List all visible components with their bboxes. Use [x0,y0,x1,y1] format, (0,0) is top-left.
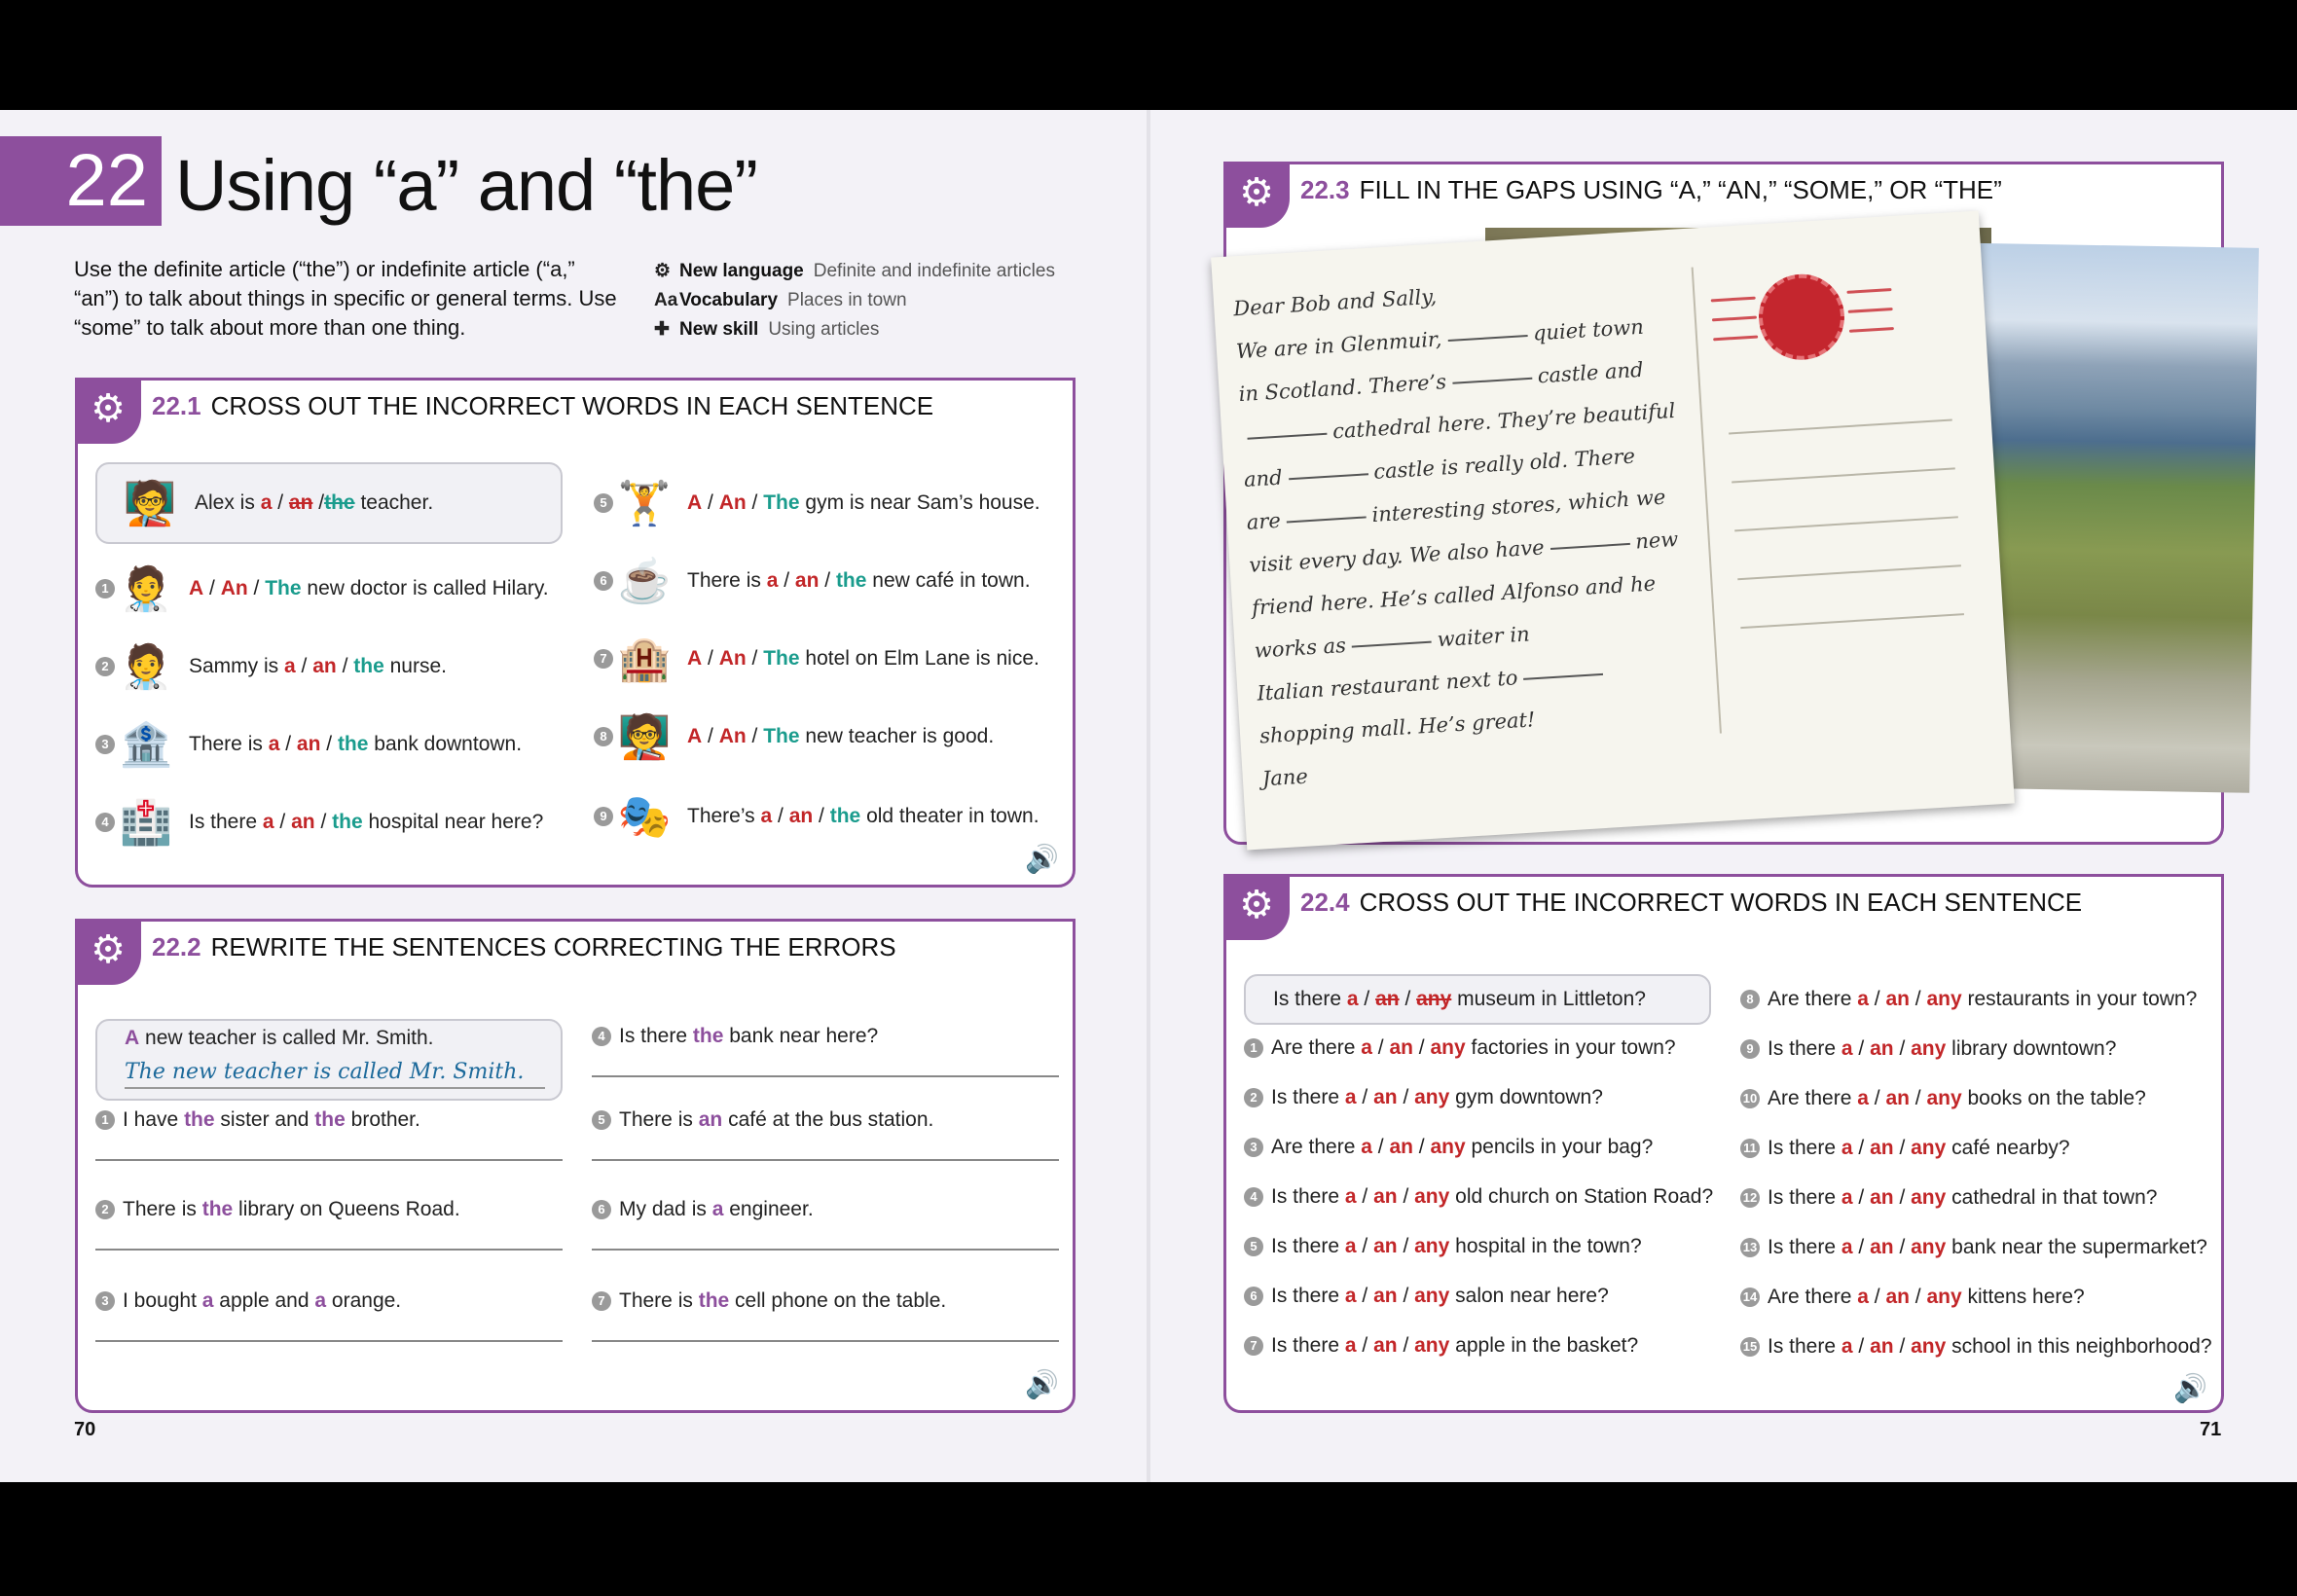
place-icon: 🏨 [617,635,672,683]
postcard-line: Dear Bob and Sally, [1232,284,1438,321]
exercise-item: 12 Is there a / an / any cathedral in that town? [1740,1179,2157,1217]
place-icon: 🧑‍⚕️ [119,643,173,691]
exercise-item: 2 Is there a / an / any gym downtown? [1244,1078,1603,1117]
page-number-left: 70 [74,1419,96,1440]
postcard [1211,210,2015,850]
gap-blank[interactable] [1523,672,1603,679]
exercise-item: 9 🎭 There’s a / an / the old theater in town. [594,781,1039,852]
answer-line[interactable] [592,1075,1059,1077]
postcard-line: Jane [1261,764,1309,791]
exercise-item: 14 Are there a / an / any kittens here? [1740,1278,2085,1317]
answer-line[interactable] [592,1340,1059,1342]
answer-line[interactable] [95,1159,563,1161]
gap-blank[interactable] [1352,640,1432,647]
rewrite-item: 4 Is there the bank near here? [592,1019,878,1054]
exercise-item: 1 Are there a / an / any factories in your town? [1244,1029,1676,1068]
exercise-item: 8 Are there a / an / any restaurants in your town? [1740,980,2197,1019]
exercise-item: 13 Is there a / an / any bank near the supermarket? [1740,1228,2207,1267]
answer-line[interactable] [592,1159,1059,1161]
place-icon: 🏋 [617,480,672,527]
postcard-line: visit every day. We also have new [1248,526,1679,577]
chapter-number: 22 [0,136,162,226]
example-answer: The new teacher is called Mr. Smith. [125,1059,525,1084]
lesson-meta: ⚙ New language Definite and indefinite articles Aa Vocabulary Places in town ✚ New skill Using articles [654,257,1055,345]
example-sentence: 🧑‍🏫 Alex is a / an / the teacher. [119,468,433,538]
postcard-line: in Scotland. There’s castle and [1238,357,1645,407]
gear-icon: ⚙ [1223,874,1290,940]
place-icon: 🏦 [119,721,173,769]
postcard-line: Italian restaurant next to [1257,661,1610,706]
rewrite-item: 2 There is the library on Queens Road. [95,1192,460,1227]
exercise-item: 6 ☕ There is a / an / the new café in town. [594,546,1031,616]
exercise-item: 3 Are there a / an / any pencils in your bag? [1244,1128,1653,1167]
gap-blank[interactable] [1452,377,1532,383]
exercise-item: 4 Is there a / an / any old church on Station Road? [1244,1178,1713,1216]
postcard-line: friend here. He’s called Alfonso and he [1251,571,1657,620]
exercise-item: 2 🧑‍⚕️ Sammy is a / an / the nurse. [95,632,447,702]
rewrite-item: 3 I bought a apple and a orange. [95,1284,401,1319]
place-icon: 🎭 [617,793,672,841]
postcard-line: are interesting stores, which we [1246,485,1666,534]
exercise-item: 7 Is there a / an / any apple in the basket? [1244,1326,1638,1365]
text-icon: Aa [654,290,678,310]
gap-blank[interactable] [1550,542,1629,549]
intro-text: Use the definite article (“the”) or indefinite article (“a,” “an”) to talk about things in specific or general terms. Use “some” to talk about more than one thing. [74,257,617,340]
rewrite-item: 6 My dad is a engineer. [592,1192,814,1227]
gear-icon: ⚙ [75,919,141,985]
gear-icon: ⚙ [1223,162,1290,228]
example-sentence: Is there a / an / any museum in Littleton? [1273,988,1646,1010]
exercise-22-1: ⚙ 22.1 CROSS OUT THE INCORRECT WORDS IN EACH SENTENCE 🧑‍🏫 Alex is a / an / the teacher. 🔊 1 🧑‍⚕️ A / An / The new doctor is called Hilary. 2 🧑‍⚕️ Sammy is a / an / the nurse. 3 🏦 There is a / an / the bank downtown. 4 🏥 Is there a / an / the hospital near here? 5 🏋 A / An / The gym is near Sam’s house. 6 ☕ There is a / an / the new café in town. 7 🏨 A / An / The hotel on Elm Lane is nice. 8 🧑‍🏫 A / An / The new teacher is good. 9 🎭 There’s a / an / the old theater in town. [75,378,1076,888]
exercise-22-2: ⚙ 22.2 REWRITE THE SENTENCES CORRECTING THE ERRORS A new teacher is called Mr. Smith. The new teacher is called Mr. Smith. 🔊 1 I have the sister and the brother. 2 There is the library on Queens Road. 3 I bought a apple and a orange. 4 Is there the bank near here? 5 There is an café at the bus station. 6 My dad is a engineer. 7 There is the cell phone on the table. [75,919,1076,1413]
answer-line[interactable] [95,1340,563,1342]
postcard-line: and castle is really old. There [1243,444,1636,492]
rewrite-item: 1 I have the sister and the brother. [95,1103,420,1138]
exercise-item: 1 🧑‍⚕️ A / An / The new doctor is called Hilary. [95,554,549,624]
audio-icon[interactable]: 🔊 [1025,844,1059,874]
place-icon: ☕ [617,558,672,605]
place-icon: 🧑‍⚕️ [119,565,173,613]
exercise-22-3: ⚙ 22.3 FILL IN THE GAPS USING “A,” “AN,” “SOME,” OR “THE” [1223,162,2224,845]
gap-blank[interactable] [1289,473,1368,480]
exercise-item: 3 🏦 There is a / an / the bank downtown. [95,709,522,780]
exercise-item: 8 🧑‍🏫 A / An / The new teacher is good. [594,702,994,772]
postcard-line: works as waiter in [1254,622,1531,663]
answer-line[interactable] [95,1249,563,1251]
exercise-item: 5 Is there a / an / any hospital in the town? [1244,1227,1642,1266]
exercise-item: 9 Is there a / an / any library downtown? [1740,1030,2116,1069]
answer-line[interactable] [592,1249,1059,1251]
gear-icon: ⚙ [75,378,141,444]
audio-icon[interactable]: 🔊 [1025,1369,1059,1399]
postcard-line: shopping mall. He’s great! [1258,707,1537,748]
rewrite-item: 5 There is an café at the bus station. [592,1103,933,1138]
exercise-item: 4 🏥 Is there a / an / the hospital near here? [95,787,543,857]
puzzle-icon: ✚ [654,319,670,340]
teacher-icon: 🧑‍🏫 [123,480,177,527]
gear-icon: ⚙ [654,261,672,281]
exercise-item: 11 Is there a / an / any café nearby? [1740,1129,2070,1168]
page-title: Using “a” and “the” [175,145,757,226]
exercise-item: 7 🏨 A / An / The hotel on Elm Lane is nice. [594,624,1039,694]
gap-blank[interactable] [1287,516,1367,523]
exercise-item: 15 Is there a / an / any school in this neighborhood? [1740,1327,2212,1366]
page-number-right: 71 [2200,1419,2222,1440]
rewrite-item: 7 There is the cell phone on the table. [592,1284,946,1319]
exercise-22-4: ⚙ 22.4 CROSS OUT THE INCORRECT WORDS IN EACH SENTENCE Is there a / an / any museum in Littleton? 🔊 1 Are there a / an / any factories in your town? 2 Is there a / an / any gym downtown? 3 Are there a / an / any pencils in your bag? 4 Is there a / an / any old church on Station Road? 5 Is there a / an / any hospital in the town? 6 Is there a / an / any salon near here? 7 Is there a / an / any apple in the basket? 8 Are there a / an / any restaurants in your town? 9 Is there a / an / any library downtown? 10 Are there a / an / any books on the table? 11 Is there a / an / any café nearby? 12 Is there a / an / any cathedral in that town? 13 Is there a / an / any bank near the supermarket? 14 Are there a / an / any kittens here? 15 Is there a / an / any school in this neighborhood? [1223,874,2224,1413]
exercise-item: 5 🏋 A / An / The gym is near Sam’s house. [594,468,1040,538]
gap-blank[interactable] [1447,334,1527,341]
exercise-item: 10 Are there a / an / any books on the table? [1740,1079,2146,1118]
postcard-line: We are in Glenmuir, quiet town [1235,314,1645,364]
postcard-letter [1211,210,2015,850]
exercise-item: 6 Is there a / an / any salon near here? [1244,1277,1609,1316]
place-icon: 🏥 [119,799,173,847]
place-icon: 🧑‍🏫 [617,713,672,761]
postcard-line: cathedral here. They’re beautiful [1241,399,1676,449]
gap-blank[interactable] [1247,432,1327,439]
audio-icon[interactable]: 🔊 [2173,1373,2207,1403]
